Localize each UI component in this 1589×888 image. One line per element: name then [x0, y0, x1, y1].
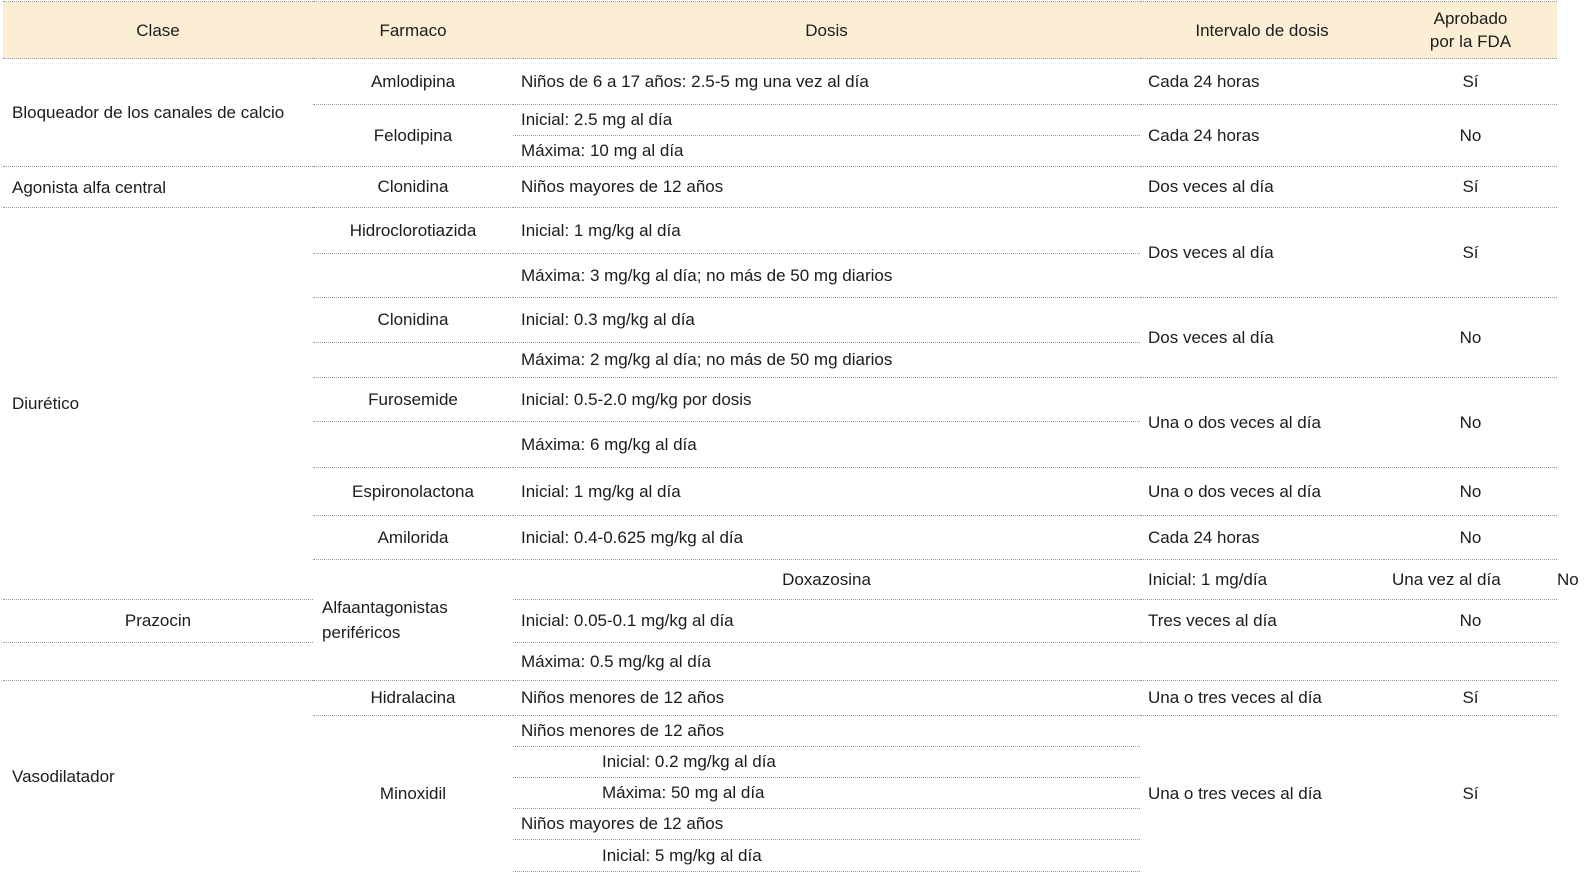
- drug-cell: Amlodipina: [370, 71, 456, 91]
- interval-cell: Una o dos veces al día: [1140, 468, 1384, 516]
- drug-cell: Furosemide: [313, 378, 513, 422]
- drug-table: [3, 1, 1579, 872]
- dose-line: Inicial: 1 mg/kg al día: [513, 208, 1140, 254]
- header-fda-line2: por la FDA: [1429, 32, 1512, 51]
- dose-line: Inicial: 1 mg/día: [1140, 560, 1384, 600]
- class-cell: Diurético: [3, 208, 313, 600]
- table-header: [3, 2, 1557, 59]
- dose-line: Inicial: 0.5-2.0 mg/kg por dosis: [513, 378, 1140, 422]
- dose-line: Máxima: 10 mg al día: [513, 136, 1140, 167]
- fda-cell: No: [1384, 468, 1557, 516]
- drug-cell: Hidralacina: [313, 681, 513, 716]
- header-clase: Clase: [3, 2, 313, 59]
- drug-cell: Minoxidil: [313, 716, 513, 872]
- interval-cell: Una vez al día: [1384, 560, 1557, 600]
- interval-cell: Una o dos veces al día: [1140, 378, 1384, 468]
- interval-cell: Dos veces al día: [1140, 167, 1384, 208]
- drug-cell: Hidroclorotiazida: [313, 208, 513, 254]
- dose-line: Máxima: 3 mg/kg al día; no más de 50 mg diarios: [513, 254, 1140, 298]
- fda-cell: Sí: [1384, 208, 1557, 298]
- table-row: [3, 59, 1557, 105]
- class-cell: Vasodilatador: [3, 681, 313, 872]
- dose-line: Niños de 6 a 17 años: 2.5-5 mg una vez al día: [521, 71, 869, 91]
- table-row: [3, 681, 1557, 716]
- class-cell: Alfaantagonistas periféricos: [313, 560, 513, 681]
- interval-cell: Dos veces al día: [1140, 208, 1384, 298]
- fda-cell: Sí: [1384, 167, 1557, 208]
- table-row: [3, 643, 1557, 681]
- header-fda: [1384, 2, 1557, 59]
- dose-line: Niños mayores de 12 años: [513, 809, 1140, 840]
- class-cell: Bloqueador de los canales de calcio: [12, 103, 285, 122]
- fda-cell: No: [1384, 600, 1557, 643]
- drug-cell: Felodipina: [313, 105, 513, 167]
- drug-cell: Doxazosina: [513, 560, 1140, 600]
- dose-line: Inicial: 0.3 mg/kg al día: [513, 298, 1140, 343]
- dose-line: Niños menores de 12 años: [513, 716, 1140, 747]
- dose-line: Inicial: 5 mg/kg al día: [513, 840, 1140, 872]
- dose-line: Inicial: 0.4-0.625 mg/kg al día: [513, 516, 1140, 560]
- table-body: [3, 59, 1579, 872]
- table-row: Alfaantagonistas periféricos Doxazosina Inicial: 1 mg/día Una vez al día No: [3, 560, 1557, 600]
- dose-line: Niños menores de 12 años: [513, 681, 1140, 716]
- fda-cell: No: [1384, 298, 1557, 378]
- drug-cell-empty: [313, 422, 513, 468]
- drug-cell: Espironolactona: [313, 468, 513, 516]
- dose-line: Máxima: 50 mg al día: [513, 778, 1140, 809]
- drug-cell: Clonidina: [313, 167, 513, 208]
- dose-line: Máxima: 0.5 mg/kg al día: [513, 643, 1140, 681]
- interval-cell: Cada 24 horas: [1148, 71, 1260, 91]
- interval-cell: Cada 24 horas: [1140, 105, 1384, 167]
- dose-line: Máxima: 2 mg/kg al día; no más de 50 mg diarios: [513, 343, 1140, 378]
- dose-line: Inicial: 0.05-0.1 mg/kg al día: [513, 600, 1140, 643]
- fda-cell: Sí: [1462, 71, 1479, 91]
- interval-cell: Tres veces al día: [1140, 600, 1384, 643]
- dose-line: Inicial: 2.5 mg al día: [513, 105, 1140, 136]
- fda-cell: Sí: [1384, 681, 1557, 716]
- fda-cell: No: [1384, 105, 1557, 167]
- header-dosis: Dosis: [513, 2, 1140, 59]
- dose-line: Inicial: 1 mg/kg al día: [513, 468, 1140, 516]
- interval-cell: Una o tres veces al día: [1140, 716, 1384, 872]
- interval-cell: Dos veces al día: [1140, 298, 1384, 378]
- interval-cell: Cada 24 horas: [1140, 516, 1384, 560]
- table-row: [3, 167, 1557, 208]
- drug-cell: Clonidina: [313, 298, 513, 343]
- header-intervalo: Intervalo de dosis: [1140, 2, 1384, 59]
- fda-cell-empty: [1384, 643, 1557, 681]
- header-farmaco: Farmaco: [313, 2, 513, 59]
- drug-cell: Amilorida: [313, 516, 513, 560]
- class-cell: Agonista alfa central: [3, 167, 313, 208]
- drug-cell-empty: [3, 643, 313, 681]
- interval-cell: Una o tres veces al día: [1140, 681, 1384, 716]
- table-row: [3, 208, 1557, 254]
- dose-line: Inicial: 0.2 mg/kg al día: [513, 747, 1140, 778]
- header-fda-line1: Aprobado: [1433, 9, 1508, 28]
- fda-cell: Sí: [1384, 716, 1557, 872]
- table-row: [3, 600, 1557, 643]
- fda-cell: No: [1384, 516, 1557, 560]
- fda-cell: No: [1384, 378, 1557, 468]
- interval-cell-empty: [1140, 643, 1384, 681]
- drug-cell: Prazocin: [3, 600, 313, 643]
- drug-cell-empty: [313, 254, 513, 298]
- dose-line: Máxima: 6 mg/kg al día: [513, 422, 1140, 468]
- dose-line: Niños mayores de 12 años: [513, 167, 1140, 208]
- drug-cell-empty: [313, 343, 513, 378]
